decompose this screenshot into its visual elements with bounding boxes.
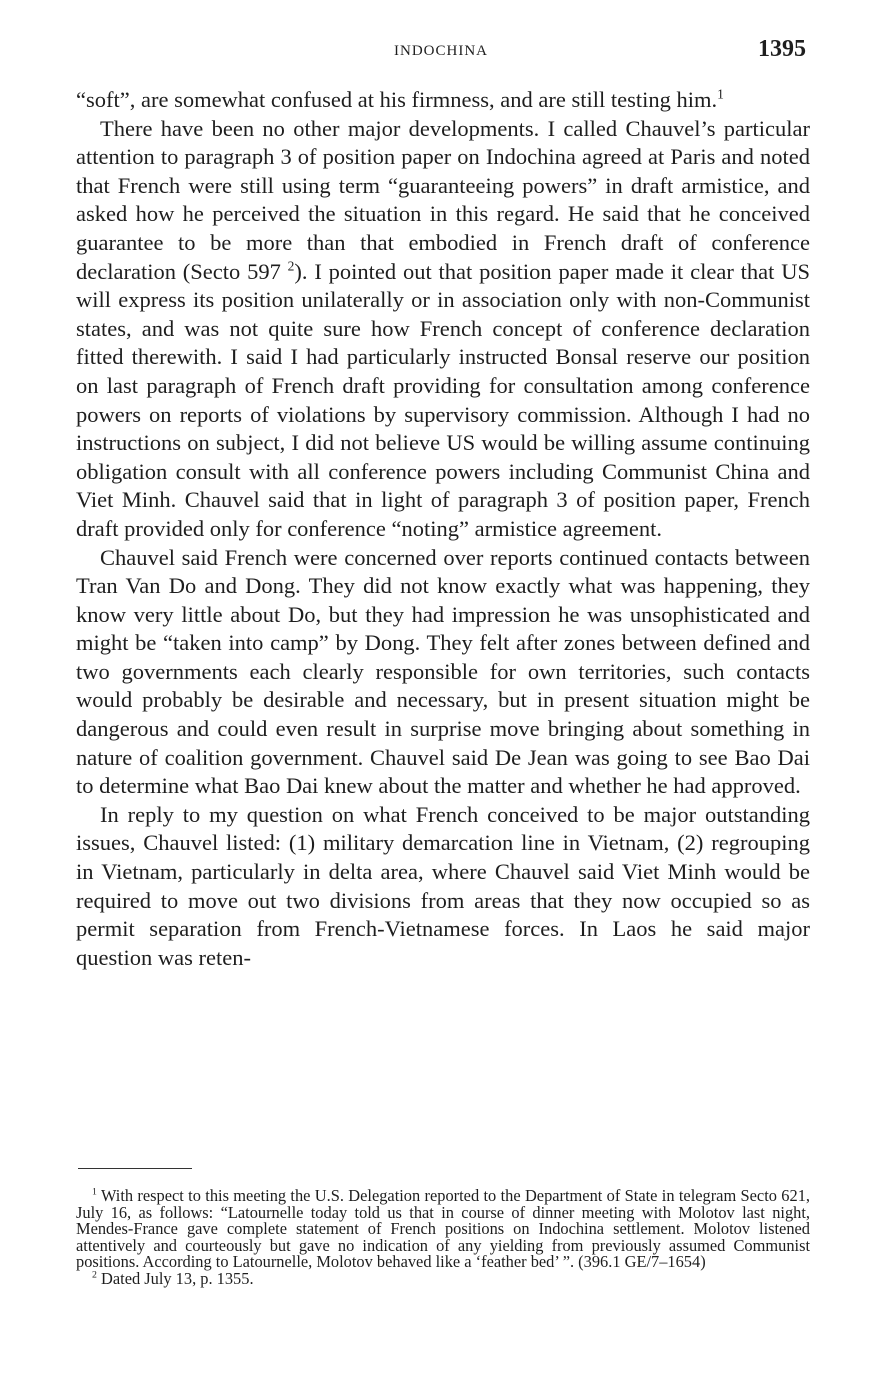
footnote-2 [76,1268,810,1288]
paragraph-2-text-part1: There have been no other major developments. I called Chauvel’s particular attention to paragraph 3 of position paper on Indochina agreed at Paris and noted that French were still using term “guaranteeing powers” in draft armistice, and asked how he perceived the situation in this regard. He said that he conceived guarantee to be more than that embodied in French draft of conference declaration (Secto 597 [76,115,810,284]
footnote-2-text: Dated July 13, p. 1355. [101,1268,254,1288]
footnote-1-text: With respect to this meeting the U.S. Delegation reported to the Department of State in telegram Secto 621, July 16, as follows: “Latournelle today told us that in course of dinner meeting with Molotov last night, Mendes-France gave complete statement of French positions on Indochina settlement. Molotov listened attentively and courteously but gave no indication of any yielding from previously assumed Communist positions. According to Latournelle, Molotov behaved like a ‘feather bed’ ”. (396.1 GE/7–1654) [76,1186,810,1272]
page-number: 1395 [758,36,806,62]
body-text [76,86,810,972]
running-head: INDOCHINA [394,43,488,59]
paragraph-2 [76,115,810,544]
paragraph-2-text-part2: ). I pointed out that position paper made it clear that US will express its position unilaterally or in association only with non-Communist states, and was not quite sure how French concept of conference declaration fitted therewith. I said I had particularly instructed Bonsal reserve our position on last paragraph of French draft providing for consultation among conference powers on reports of violations by supervisory commission. Although I had no instructions on subject, I did not believe US would be willing assume continuing obligation consult with all conference powers including Communist China and Viet Minh. Chauvel said that in light of paragraph 3 of position paper, French draft provided only for conference “noting” armistice agreement. [76,258,810,541]
footnote-2-marker: 2 [92,1269,97,1281]
footnote-1-marker: 1 [92,1186,97,1198]
page-header [76,36,806,66]
footnotes [76,1188,810,1288]
paragraph-1-text: “soft”, are somewhat confused at his firmness, and are still testing him. [76,87,718,112]
footnote-ref-2: 2 [287,258,295,274]
paragraph-3: Chauvel said French were concerned over reports continued contacts between Tran Van Do and Dong. They did not know exactly what was happening, they know very little about Do, but they had impression he was unsophisticated and might be “taken into camp” by Dong. They felt after zones between defined and two governments each clearly responsible for own territories, such contacts would probably be desirable and necessary, but in present situation might be dangerous and could even result in surprise move bringing about something in nature of coalition government. Chauvel said De Jean was going to see Bao Dai to determine what Bao Dai knew about the matter and whether he had approved. [76,544,810,799]
paragraph-1 [76,86,810,115]
footnote-1 [76,1188,810,1271]
footnote-divider [78,1168,192,1169]
footnote-ref-1: 1 [717,86,724,102]
paragraph-4: In reply to my question on what French conceived to be major outstanding issues, Chauvel listed: (1) military demarcation line in Vietnam, (2) regrouping in Vietnam, particularly in delta area, where Chauvel said Viet Minh would be required to move out two divisions from areas that they now occupied so as permit separation from French-Vietnamese forces. In Laos he said major question was reten- [76,801,810,970]
